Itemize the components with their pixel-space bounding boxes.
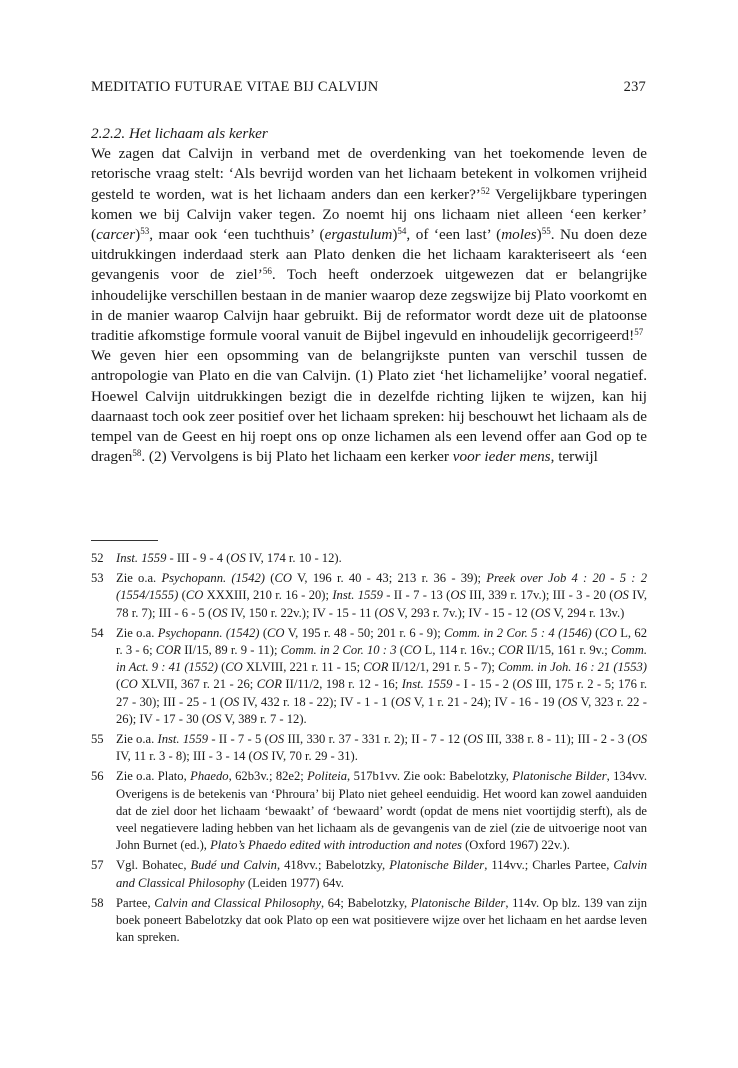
footnote-number: 58 bbox=[91, 895, 104, 910]
footnote-number: 52 bbox=[91, 551, 104, 565]
footnote-54 bbox=[91, 625, 647, 728]
footnote-number: 56 bbox=[91, 769, 104, 784]
footnote-text: Inst. 1559 - III - 9 - 4 (OS IV, 174 r. 10 - 12). bbox=[116, 551, 342, 565]
running-header bbox=[91, 79, 646, 96]
footnote-ref-56[interactable]: 56 bbox=[262, 266, 272, 277]
footnote-text: Vgl. Bohatec, Budé und Calvin, 418vv.; Babelotzky, Platonische Bilder, 114vv.; Charles Partee, Calvin and Classical Philosophy (Leiden 1977) 64v. bbox=[116, 858, 647, 890]
footnote-number: 53 bbox=[91, 571, 104, 586]
footnote-52 bbox=[91, 550, 647, 567]
footnote-text: Zie o.a. Plato, Phaedo, 62b3v.; 82e2; Politeia, 517b1vv. Zie ook: Babelotzky, Platonische Bilder, 134vv. Overigens is de betekenis van ‘Phroura’ bij Plato niet geheel eenduidig. Het woord kan zowel aanduiden dat de ziel door het lichaam ‘bewaakt’ of ‘bewaard’ wordt (opdat de mens niet voortijdig sterft), als de veel negatievere lading hebben van het lichaam als de gevangenis van de ziel (zie de uitvoerige noot van John Burnet (ed.), Plato’s Phaedo edited with introduction and notes (Oxford 1967) 22v.). bbox=[116, 769, 647, 853]
footnote-number: 54 bbox=[91, 625, 104, 640]
footnote-number: 55 bbox=[91, 732, 104, 747]
footnote-ref-54[interactable]: 54 bbox=[397, 226, 407, 237]
footnote-text: Zie o.a. Inst. 1559 - II - 7 - 5 (OS III, 330 r. 37 - 331 r. 2); II - 7 - 12 (OS III, 338 r. 8 - 11); III - 2 - 3 (OS IV, 11 r. 3 - 8); III - 3 - 14 (OS IV, 70 r. 29 - 31). bbox=[116, 732, 648, 764]
footnote-55 bbox=[91, 731, 647, 765]
footnote-ref-57[interactable]: 57 bbox=[634, 327, 644, 338]
paragraph-2: We geven hier een opsomming van de belangrijkste punten van verschil tussen de antropologie van Plato en die van Calvijn. (1) Plato ziet ‘het lichamelijke’ vooral negatief. Hoewel Calvijn uitdrukkingen bezigt die in dezelfde richting lijken te wijzen, kan hij daarnaast toch ook zeer positief over het lichaam spreken: hij beschouwt het lichaam als de tempel van de Geest en hij roept ons op onze lichamen als een levend offer aan God op te dragen$^{58}$. (2) Vervolgens is bij Plato het lichaam een kerker voor ieder mens, terwijl bbox=[91, 347, 647, 466]
paragraph-1: We zagen dat Calvijn in verband met de overdenking van het toekomende leven de retorische vraag stelt: ‘Als bevrijd worden van het lichaam betekent in volkomen vrijheid gesteld te worden, wat is het lichaam anders dan een kerker?’$^{52}$ Vergelijkbare typeringen komen we bij Calvijn vaker tegen. Zo noemt hij ons lichaam niet alleen ‘een kerker’ (carcer)$^{53}$, maar ook ‘een tuchthuis’ (ergastulum)$^{54}$, of ‘een last’ (moles)$^{55}$. Nu doen deze uitdrukkingen inderdaad sterk aan Plato denken die het lichaam karakteriseert als ‘een gevangenis voor de ziel’$^{56}$. Toch heeft onderzoek uitgewezen dat er belangrijke inhoudelijke verschillen bestaan in de manier waarop deze zegswijze bij Plato voorkomt en in de manier waarop Calvijn haar gebruikt. Bij de reformator wordt deze uit de platoonse traditie afkomstige formule vooral vanuit de Bijbel ingevuld en inhoudelijk gecorrigeerd!$^{57}$ bbox=[91, 145, 648, 345]
footnote-57 bbox=[91, 857, 647, 891]
footnote-text: Zie o.a. Psychopann. (1542) (CO V, 196 r. 40 - 43; 213 r. 36 - 39); Preek over Job 4 : 20 - 5 : 2 (1554/1555) (CO XXXIII, 210 r. 16 - 20); Inst. 1559 - II - 7 - 13 (OS III, 339 r. 17v.); III - 3 - 20 (OS IV, 78 r. 7); III - 6 - 5 (OS IV, 150 r. 22v.); IV - 15 - 11 (OS V, 293 r. 7v.); IV - 15 - 12 (OS V, 294 r. 13v.) bbox=[116, 571, 648, 620]
footnote-text: Partee, Calvin and Classical Philosophy, 64; Babelotzky, Platonische Bilder, 114v. Op blz. 139 van zijn boek poneert Babelotzky dat ook Plato op een wat positievere wijze over het lichaam en het aardse leven kan spreken. bbox=[116, 895, 648, 945]
section-heading: 2.2.2. Het lichaam als kerker bbox=[91, 125, 268, 142]
footnote-ref-55[interactable]: 55 bbox=[541, 226, 551, 237]
running-title: MEDITATIO FUTURAE VITAE BIJ CALVIJN bbox=[91, 79, 379, 95]
footnote-58 bbox=[91, 895, 647, 947]
footnote-number: 57 bbox=[91, 858, 104, 873]
footnote-53 bbox=[91, 570, 647, 622]
footnote-text: Zie o.a. Psychopann. (1542) (CO V, 195 r. 48 - 50; 201 r. 6 - 9); Comm. in 2 Cor. 5 : 4 (1546) (CO L, 62 r. 3 - 6; COR II/15, 89 r. 9 - 11); Comm. in 2 Cor. 10 : 3 (CO L, 114 r. 16v.; COR II/15, 161 r. 9v.; Comm. in Act. 9 : 41 (1552) (CO XLVIII, 221 r. 11 - 15; COR II/12/1, 291 r. 5 - 7); Comm. in Joh. 16 : 21 (1553) (CO XLVII, 367 r. 21 - 26; COR II/11/2, 198 r. 12 - 16; Inst. 1559 - I - 15 - 2 (OS III, 175 r. 2 - 5; 176 r. 27 - 30); III - 25 - 1 (OS IV, 432 r. 18 - 22); IV - 1 - 1 (OS V, 1 r. 21 - 24); IV - 16 - 19 (OS V, 323 r. 22 - 26); IV - 17 - 30 (OS V, 389 r. 7 - 12). bbox=[116, 625, 648, 726]
footnotes bbox=[91, 550, 647, 949]
footnote-56 bbox=[91, 768, 647, 854]
main-text bbox=[91, 124, 647, 467]
footnote-ref-58[interactable]: 58 bbox=[132, 448, 142, 459]
footnote-rule bbox=[91, 540, 158, 541]
footnote-ref-53[interactable]: 53 bbox=[140, 226, 150, 237]
footnote-ref-52[interactable]: 52 bbox=[480, 185, 490, 196]
page-number: 237 bbox=[623, 79, 646, 95]
